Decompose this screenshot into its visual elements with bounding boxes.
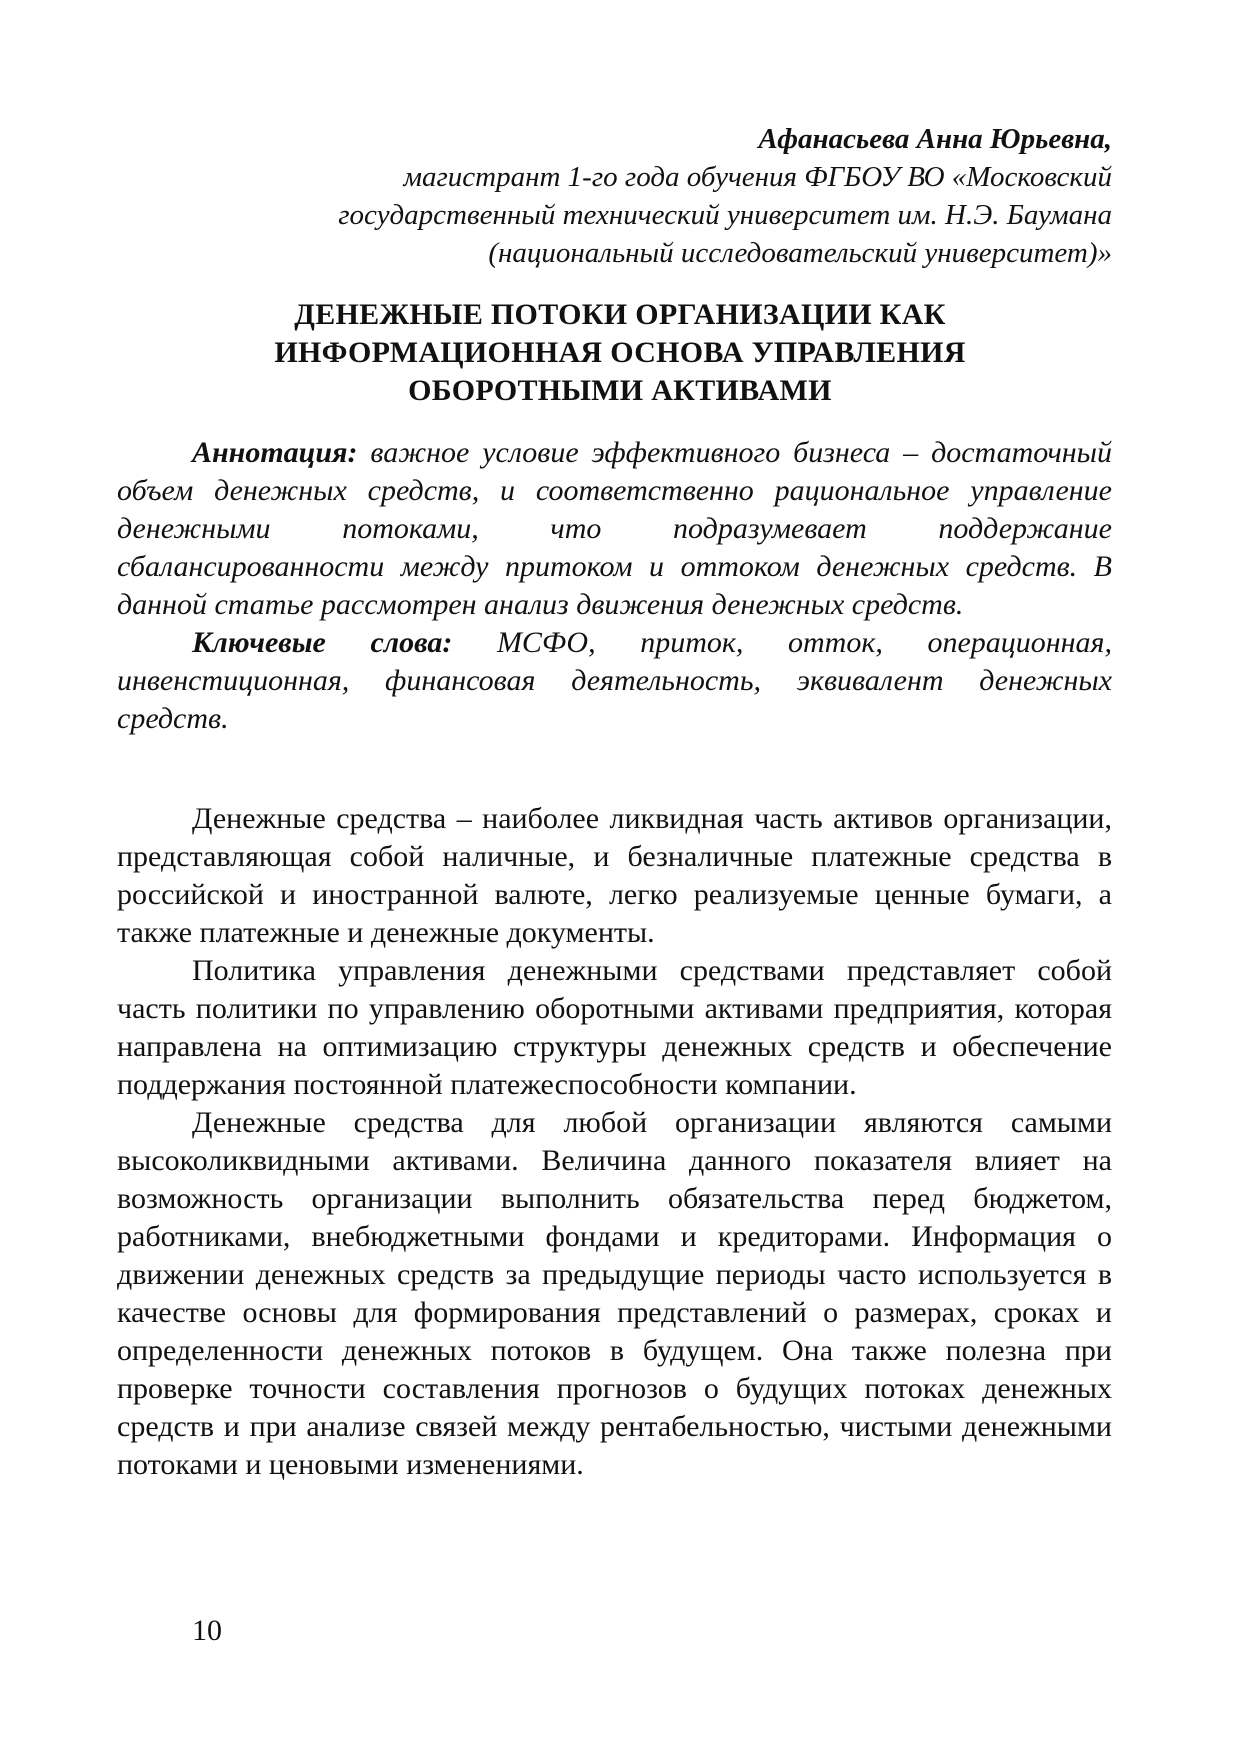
author-affiliation-line: (национальный исследовательский университет)»: [488, 237, 1112, 269]
abstract-text: важное условие эффективного бизнеса – достаточный объем денежных средств, и соответственно рациональное управление денежными потоками, что подразумевает поддержание сбалансированности между притоком и оттоком денежных средств. В данной статье рассмотрен анализ движения денежных средств.: [117, 436, 1112, 621]
body-paragraph: Денежные средства – наиболее ликвидная часть активов организации, представляющая собой наличные, и безналичные платежные средства в российской и иностранной валюте, легко реализуемые ценные бумаги, а также платежные и денежные документы.: [117, 802, 1112, 949]
keywords-text: МСФО, приток, отток, операционная, инвенстиционная, финансовая деятельность, эквивалент денежных средств.: [117, 626, 1112, 735]
abstract-label: Аннотация:: [192, 436, 358, 469]
author-affiliation-line: магистрант 1-го года обучения ФГБОУ ВО «Московский: [403, 161, 1112, 193]
body-paragraph: Политика управления денежными средствами представляет собой часть политики по управлению оборотными активами предприятия, которая направлена на оптимизацию структуры денежных средств и обеспечение поддержания постоянной платежеспособности компании.: [117, 954, 1112, 1101]
keywords-label: Ключевые слова:: [192, 626, 453, 659]
keywords-paragraph: [117, 624, 1112, 738]
page-number: 10: [192, 1614, 222, 1647]
title-line: ДЕНЕЖНЫЕ ПОТОКИ ОРГАНИЗАЦИИ КАК: [294, 298, 946, 331]
abstract-paragraph: [117, 434, 1112, 624]
author-affiliation-line: государственный технический университет им. Н.Э. Баумана: [338, 199, 1112, 231]
author-name: Афанасьева Анна Юрьевна,: [758, 123, 1112, 155]
body-text: [117, 800, 1112, 1484]
body-paragraph: Денежные средства для любой организации являются самыми высоколиквидными активами. Величина данного показателя влияет на возможность организации выполнить обязательства перед бюджетом, работниками, внебюджетными фондами и кредиторами. Информация о движении денежных средств за предыдущие периоды часто используется в качестве основы для формирования представлений о размерах, сроках и определенности денежных потоков в будущем. Она также полезна при проверке точности составления прогнозов о будущих потоках денежных средств и при анализе связей между рентабельностью, чистыми денежными потоками и ценовыми изменениями.: [117, 1106, 1112, 1481]
title-line: ИНФОРМАЦИОННАЯ ОСНОВА УПРАВЛЕНИЯ: [274, 336, 966, 369]
abstract-section: [117, 434, 1112, 738]
article-title: [150, 296, 1090, 410]
title-line: ОБОРОТНЫМИ АКТИВАМИ: [408, 374, 832, 407]
author-block: [200, 120, 1112, 272]
